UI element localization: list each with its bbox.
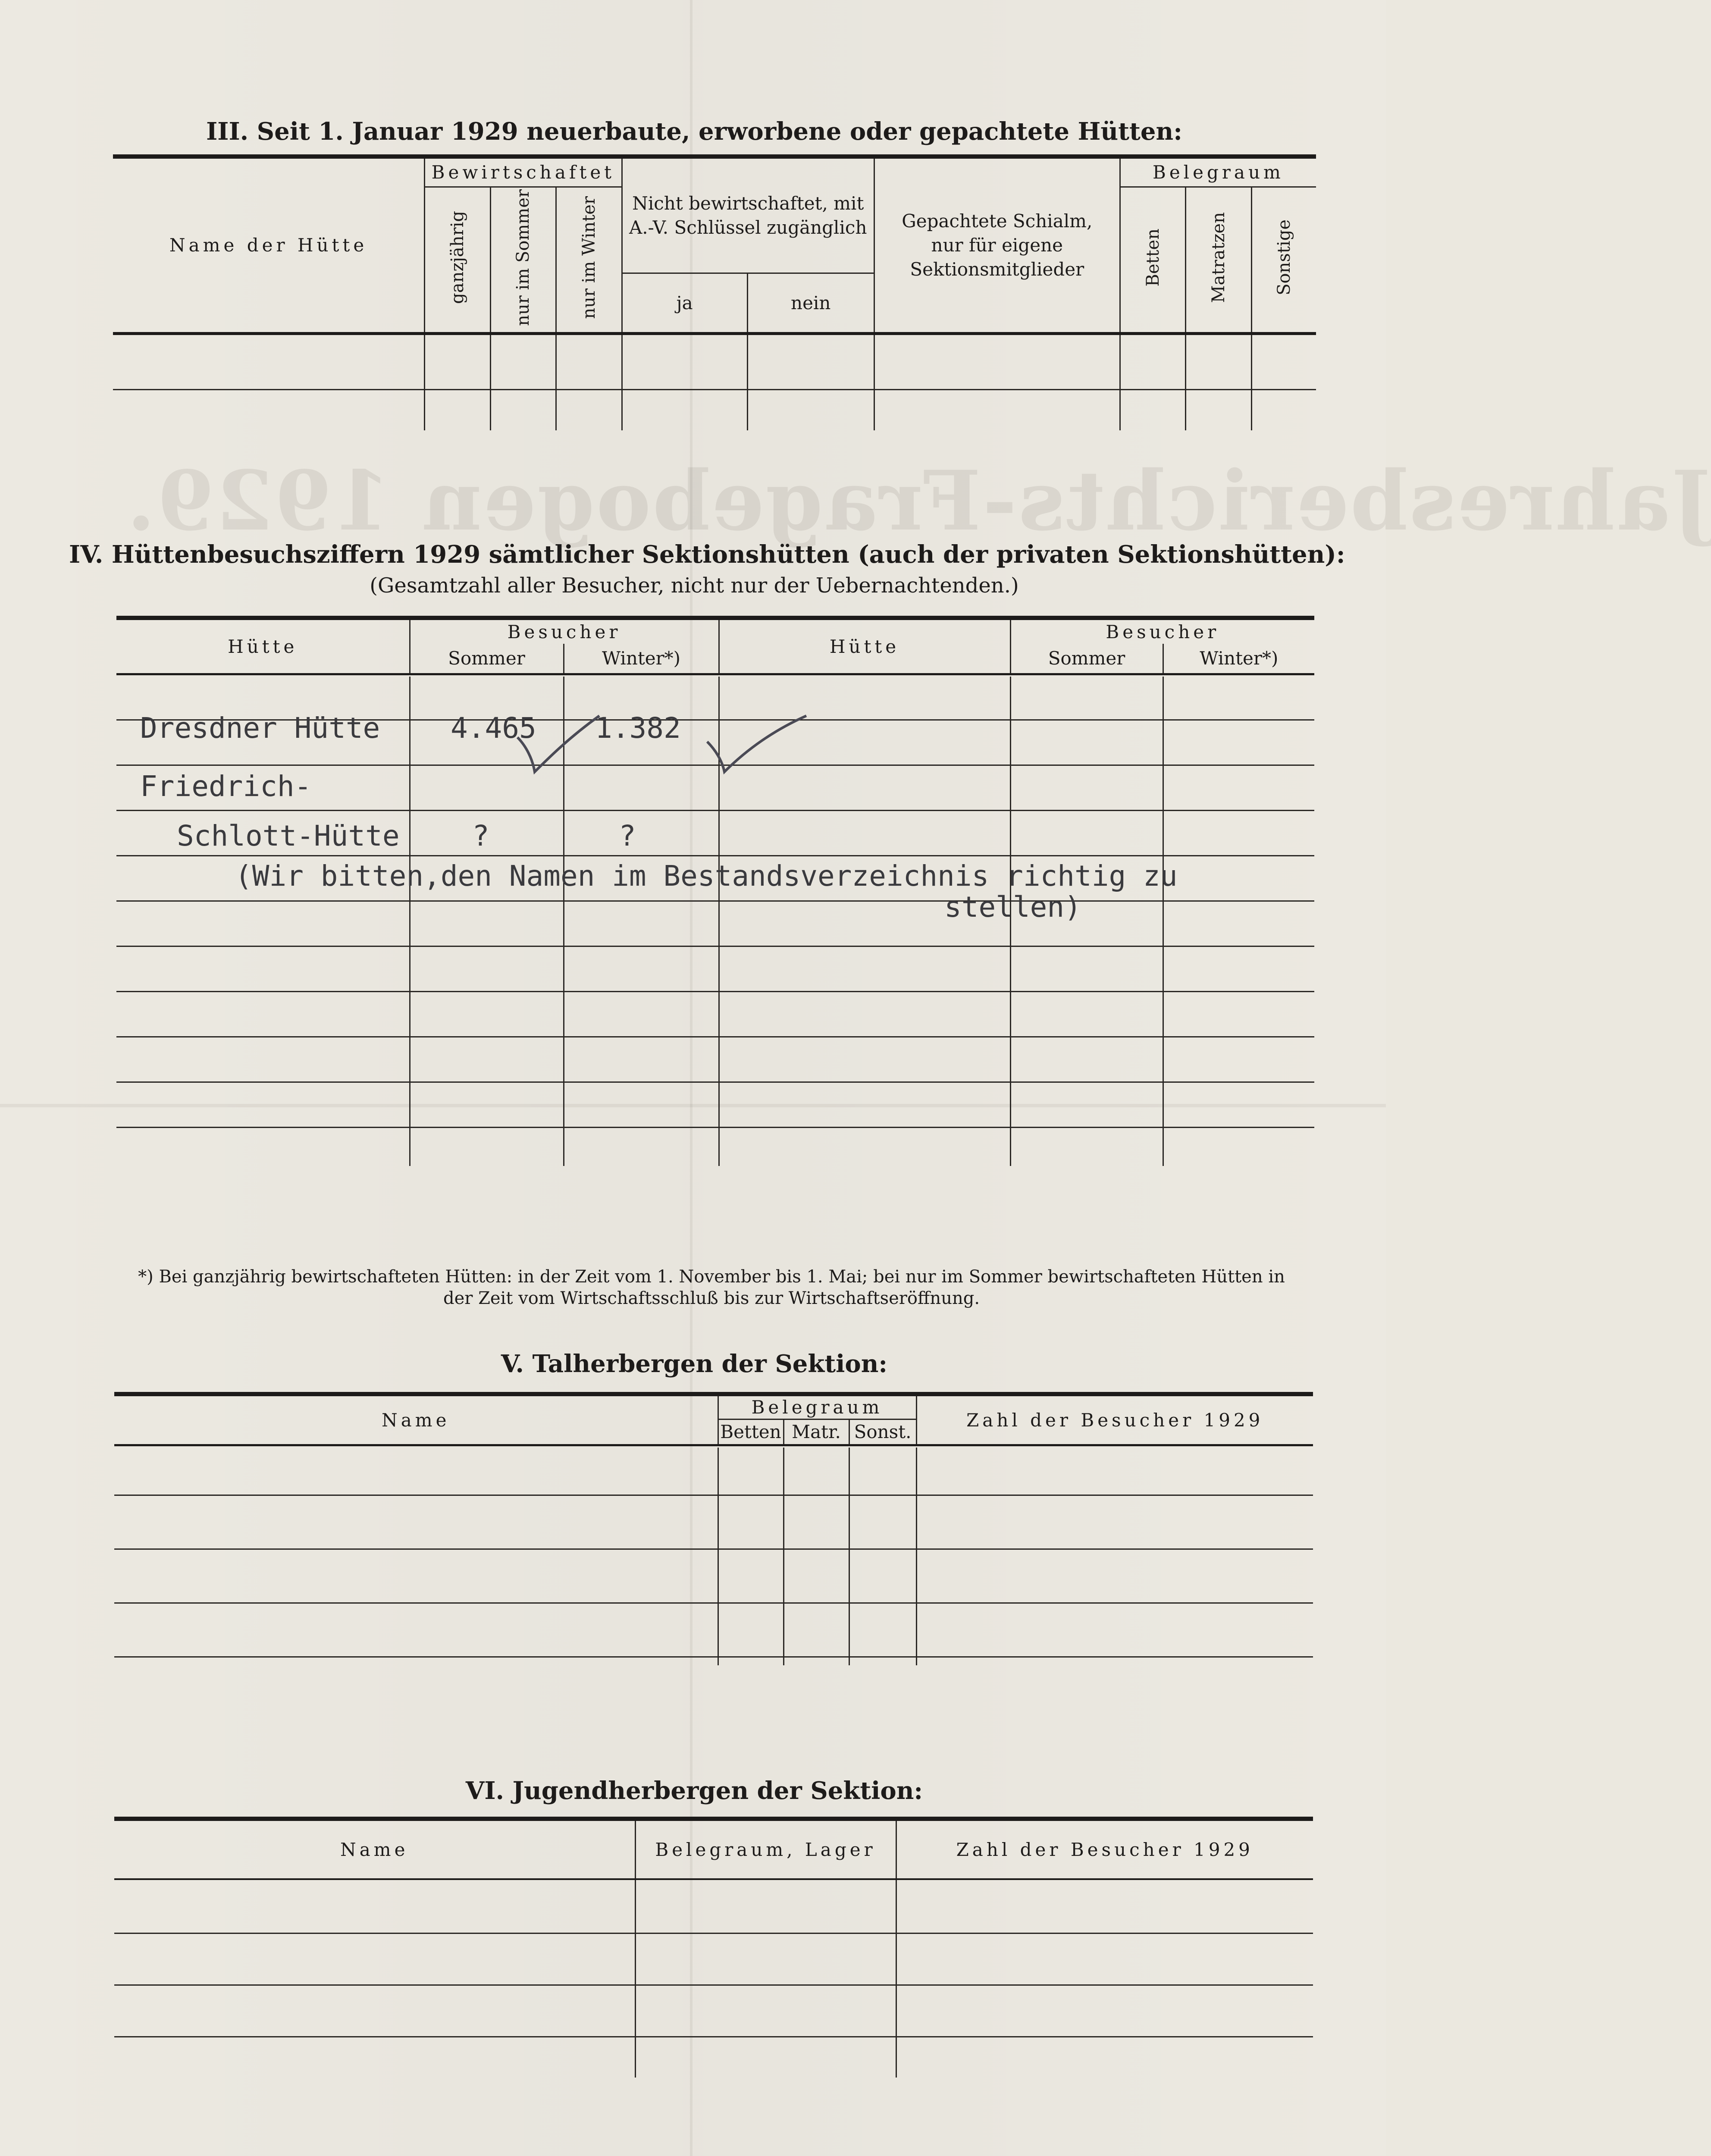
col-ganzjaehrig-header: ganzjährig — [425, 187, 491, 333]
section3-table — [113, 154, 1316, 430]
table-row — [116, 1082, 1314, 1127]
col-name-header: Name — [114, 1819, 635, 1879]
col-besucher-header-left: Besucher — [410, 618, 719, 644]
table-row — [114, 1657, 1313, 1665]
table-row — [114, 1879, 1313, 1933]
table-row — [113, 389, 1316, 430]
hut2-name-line1: Friedrich- — [140, 770, 312, 803]
hut1-sommer: 4.465 — [451, 711, 536, 745]
col-matr-header: Matr. — [783, 1419, 849, 1445]
col-sonst-header: Sonst. — [849, 1419, 916, 1445]
table-row — [114, 1495, 1313, 1549]
table-row — [114, 1448, 1313, 1495]
col-besucher-header-right: Besucher — [1010, 618, 1314, 644]
section6-table — [114, 1817, 1313, 2078]
col-winter-header: Winter*) — [564, 644, 719, 674]
hut2-name-line2: Schlott-Hütte — [177, 819, 400, 852]
col-winter-header: nur im Winter — [556, 187, 622, 333]
col-winter-header: Winter*) — [1163, 644, 1314, 674]
table-row — [116, 991, 1314, 1037]
bleed-through-text: Jahresberichts-Fragebogen 1929. — [125, 453, 1711, 549]
col-betten-header: Betten — [718, 1419, 783, 1445]
col-huette-header-right: Hütte — [719, 618, 1010, 674]
col-nicht-bewirtschaftet-header: Nicht bewirtschaftet, mit A.-V. Schlüssel zugänglich — [622, 157, 874, 273]
col-belegraum-header: Belegraum — [1120, 157, 1316, 187]
col-belegraum-header: Belegraum — [718, 1394, 916, 1419]
table-row — [116, 946, 1314, 991]
table-row — [116, 1127, 1314, 1166]
section4-title: IV. Hüttenbesuchsziffern 1929 sämtlicher Sektionshütten (auch der privaten Sektionshütten): — [69, 540, 1345, 569]
section3-title: III. Seit 1. Januar 1929 neuerbaute, erworbene oder gepachtete Hütten: — [206, 117, 1182, 146]
col-name-header: Name — [114, 1394, 718, 1445]
table-row — [114, 1603, 1313, 1657]
table-row — [113, 333, 1316, 389]
section4-subtitle: (Gesamtzahl aller Besucher, nicht nur der Uebernachtenden.) — [370, 573, 1019, 598]
table-row — [114, 1985, 1313, 2037]
col-betten-header: Betten — [1120, 187, 1186, 333]
col-huette-header-left: Hütte — [116, 618, 410, 674]
hut1-name: Dresdner Hütte — [140, 711, 380, 745]
col-matratzen-header: Matratzen — [1186, 187, 1252, 333]
checkmark-icon — [509, 707, 811, 793]
remark-line1: (Wir bitten,den Namen im Bestandsverzeichnis richtig zu — [235, 859, 1178, 893]
hut2-sommer: ? — [472, 819, 489, 852]
col-bewirtschaftet-header: Bewirtschaftet — [425, 157, 622, 187]
table-row — [114, 2037, 1313, 2078]
col-nein-header: nein — [747, 273, 874, 333]
col-sommer-header: Sommer — [410, 644, 564, 674]
table-row — [116, 1037, 1314, 1082]
table-row — [116, 901, 1314, 946]
col-sommer-header: Sommer — [1010, 644, 1163, 674]
col-name-header: Name der Hütte — [113, 157, 425, 333]
col-belegraum-header: Belegraum, Lager — [635, 1819, 896, 1879]
footnote-line2: der Zeit vom Wirtschaftsschluß bis zur Wirtschaftseröffnung. — [443, 1288, 980, 1308]
col-zahl-header: Zahl der Besucher 1929 — [916, 1394, 1313, 1445]
section5-title: V. Talherbergen der Sektion: — [501, 1350, 888, 1378]
hut2-winter: ? — [619, 819, 636, 852]
col-ja-header: ja — [622, 273, 747, 333]
table-row — [114, 1933, 1313, 1985]
col-sommer-header: nur im Sommer — [490, 187, 556, 333]
table-row — [114, 1549, 1313, 1603]
section5-table — [114, 1392, 1313, 1665]
section6-title: VI. Jugendherbergen der Sektion: — [465, 1777, 923, 1805]
footnote-line1: *) Bei ganzjährig bewirtschafteten Hütten: in der Zeit vom 1. November bis 1. Mai; bei nur im Sommer bewirtschafteten Hütten in — [138, 1267, 1285, 1287]
hut1-winter: 1.382 — [595, 711, 681, 745]
remark-line2: stellen) — [944, 890, 1081, 924]
col-gepachtet-header: Gepachtete Schialm, nur für eigene Sektionsmitglieder — [874, 157, 1120, 333]
col-sonstige-header: Sonstige — [1251, 187, 1316, 333]
col-zahl-header: Zahl der Besucher 1929 — [896, 1819, 1313, 1879]
